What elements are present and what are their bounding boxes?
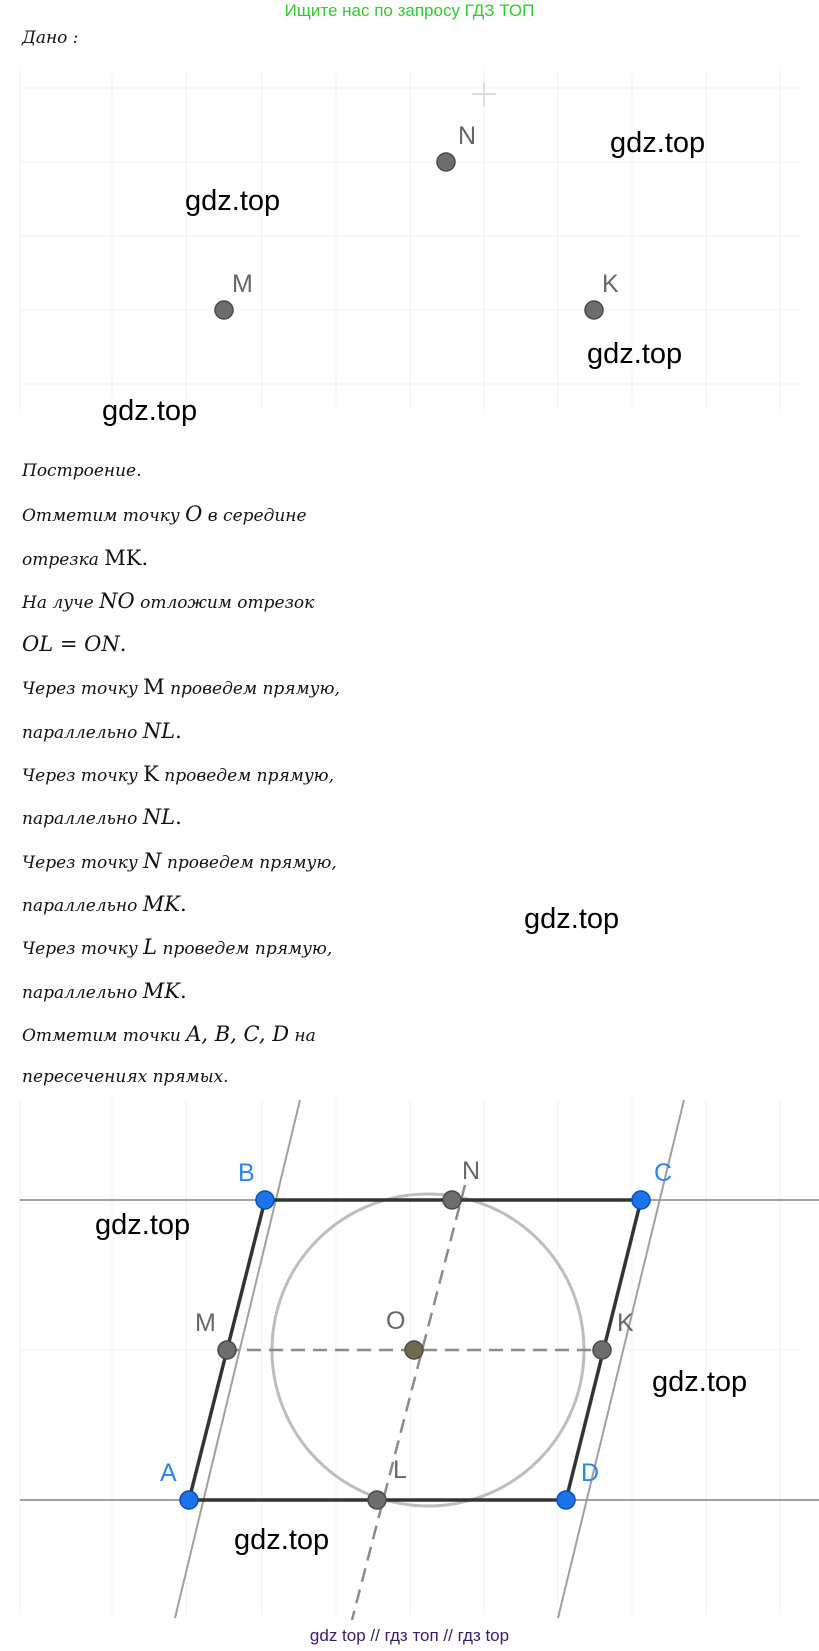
step-line: параллельно NL. (22, 805, 182, 830)
ray-no (352, 1185, 465, 1620)
step-line: пересечениях прямых. (22, 1067, 229, 1088)
point-n-label: N (462, 1157, 481, 1185)
given-label: Дано : (22, 28, 79, 48)
point-m-label: M (195, 1309, 216, 1337)
point-o-label: O (386, 1307, 406, 1335)
construction-title: Построение. (22, 461, 142, 481)
watermark: gdz.top (102, 395, 198, 427)
figure-grid (20, 70, 800, 410)
step-line: Через точку K проведем прямую, (22, 762, 335, 787)
point-m (215, 270, 253, 319)
construction-steps (22, 450, 522, 1099)
point-a-label: A (160, 1459, 177, 1487)
point-b-label: B (238, 1159, 255, 1187)
point-d (557, 1459, 599, 1509)
step-line: параллельно MK. (22, 891, 187, 916)
watermark: gdz.top (610, 127, 706, 159)
watermark: gdz.top (652, 1366, 748, 1398)
point-m-label: M (232, 270, 253, 298)
step-line: Через точку L проведем прямую, (22, 935, 333, 960)
point-k (585, 270, 619, 319)
watermark: gdz.top (185, 185, 281, 217)
promo-banner[interactable]: Ищите нас по запросу ГДЗ ТОП (284, 1, 535, 20)
step-line: Через точку N проведем прямую, (22, 848, 337, 873)
crosshair-marks (472, 82, 496, 106)
given-figure (0, 60, 819, 420)
step-line: параллельно MK. (22, 978, 187, 1003)
step-line: Отметим точку O в середине (22, 502, 307, 527)
footer-links[interactable]: gdz top // гдз топ // гдз top (309, 1626, 510, 1645)
step-line: OL = ON. (22, 632, 127, 657)
watermark: gdz.top (587, 338, 683, 370)
step-line: отрезка MK. (22, 545, 149, 570)
watermark: gdz.top (524, 903, 620, 935)
point-c-label: C (654, 1159, 673, 1187)
point-l-label: L (393, 1456, 407, 1484)
watermark: gdz.top (234, 1524, 330, 1556)
point-n (437, 122, 476, 171)
point-k-label: K (617, 1309, 634, 1337)
point-c (632, 1159, 672, 1209)
step-line: Отметим точки A, B, C, D на (22, 1021, 316, 1046)
step-line: параллельно NL. (22, 718, 182, 743)
step-line: Через точку M проведем прямую, (22, 675, 340, 700)
point-n-label: N (458, 122, 477, 150)
construction-figure (0, 1100, 819, 1620)
point-d-label: D (581, 1459, 600, 1487)
step-line: На луче NO отложим отрезок (22, 588, 315, 613)
point-k-label: K (602, 270, 619, 298)
point-b (238, 1159, 274, 1209)
watermark: gdz.top (95, 1209, 191, 1241)
